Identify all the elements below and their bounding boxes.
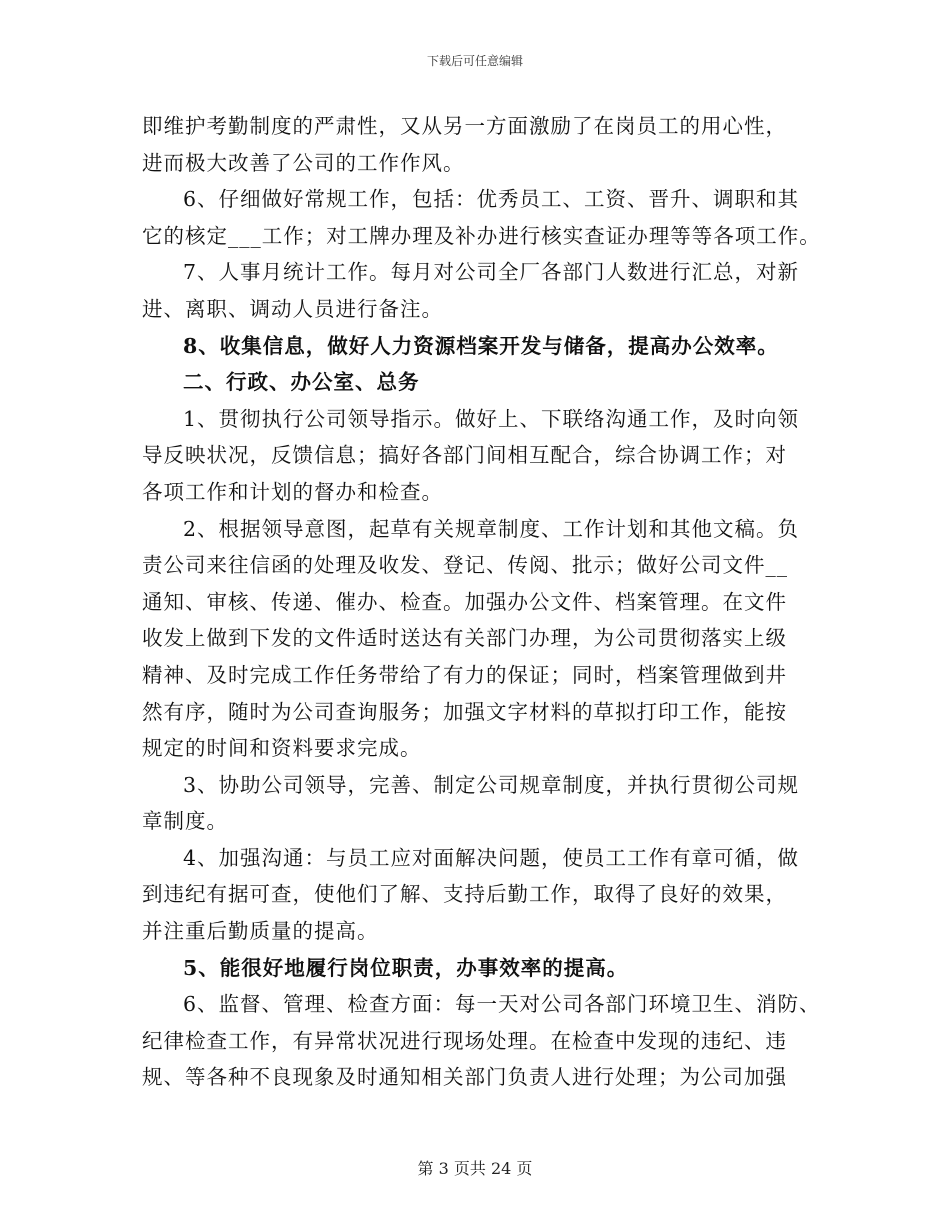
paragraph-line: 它的核定___工作；对工牌办理及补办进行核实查证办理等等各项工作。	[142, 223, 821, 248]
section-heading-line: 8、收集信息，做好人力资源档案开发与储备，提高办公效率。	[183, 333, 779, 358]
paragraph-line: 规定的时间和资料要求完成。	[142, 736, 422, 761]
page-footer: 第 3 页共 24 页	[417, 1159, 533, 1178]
paragraph-line: 6、仔细做好常规工作，包括：优秀员工、工资、晋升、调职和其	[183, 187, 800, 212]
paragraph-line: 3、协助公司领导，完善、制定公司规章制度，并执行贯彻公司规	[183, 772, 800, 797]
paragraph-line: 即维护考勤制度的严肃性，又从另一方面激励了在岗员工的用心性，	[142, 114, 787, 138]
paragraph-line: 然有序，随时为公司查询服务；加强文字材料的草拟打印工作，能按	[142, 699, 787, 724]
page-header: 下载后可任意编辑	[426, 54, 523, 68]
paragraph-line: 7、人事月统计工作。每月对公司全厂各部门人数进行汇总，对新	[183, 260, 800, 285]
paragraph-line: 规、等各种不良现象及时通知相关部门负责人进行处理；为公司加强	[142, 1065, 787, 1090]
paragraph-line: 到违纪有据可查，使他们了解、支持后勤工作，取得了良好的效果，	[142, 882, 787, 907]
paragraph-line: 2、根据领导意图，起草有关规章制度、工作计划和其他文稿。负	[183, 516, 800, 541]
paragraph-line: 6、监督、管理、检查方面：每一天对公司各部门环境卫生、消防、	[183, 992, 821, 1017]
paragraph-line: 各项工作和计划的督办和检查。	[142, 479, 443, 504]
paragraph-line: 通知、审核、传递、催办、检查。加强办公文件、档案管理。在文件	[142, 589, 787, 614]
paragraph-line: 收发上做到下发的文件适时送达有关部门办理，为公司贯彻落实上级	[142, 626, 787, 651]
section-heading-line: 5、能很好地履行岗位职责，办事效率的提高。	[183, 955, 629, 980]
paragraph-line: 并注重后勤质量的提高。	[142, 919, 379, 944]
paragraph-line: 进而极大改善了公司的工作作风。	[142, 150, 465, 175]
section-heading-line: 二、行政、办公室、总务	[183, 370, 420, 395]
paragraph-line: 精神、及时完成工作任务带给了有力的保证；同时，档案管理做到井	[142, 662, 787, 687]
paragraph-line: 责公司来往信函的处理及收发、登记、传阅、批示；做好公司文件__	[142, 553, 788, 578]
paragraph-line: 1、贯彻执行公司领导指示。做好上、下联络沟通工作，及时向领	[183, 406, 800, 431]
paragraph-line: 章制度。	[142, 809, 228, 834]
paragraph-line: 纪律检查工作，有异常状况进行现场处理。在检查中发现的违纪、违	[142, 1028, 787, 1053]
paragraph-line: 4、加强沟通：与员工应对面解决问题，使员工工作有章可循，做	[183, 845, 800, 870]
paragraph-line: 导反映状况，反馈信息；搞好各部门间相互配合，综合协调工作；对	[142, 443, 787, 468]
document-body	[142, 108, 832, 1096]
paragraph-line: 进、离职、调动人员进行备注。	[142, 296, 443, 321]
